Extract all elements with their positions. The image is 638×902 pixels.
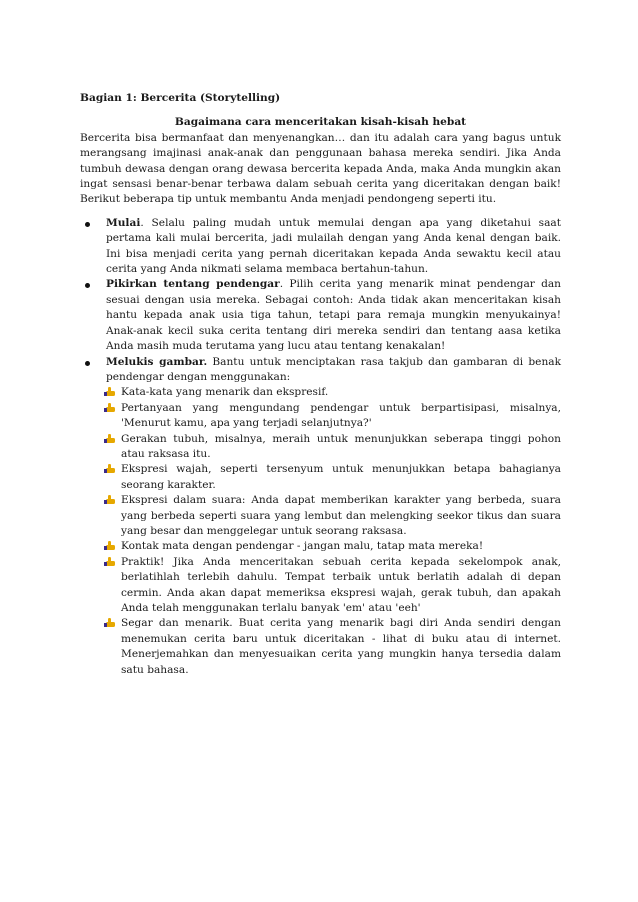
technique-list [106, 385, 561, 678]
tip-item-mulai [80, 216, 561, 278]
bullet-dot-icon [85, 283, 90, 288]
technique-item: Gerakan tubuh, misalnya, meraih untuk menunjukkan seberapa tinggi pohon atau raksasa itu. [106, 432, 561, 463]
technique-item: Kontak mata dengan pendengar - jangan malu, tatap mata mereka! [106, 539, 561, 554]
tip-title: Melukis gambar. [106, 355, 208, 368]
tip-text: Bantu untuk menciptakan rasa takjub dan gambaran di benak pendengar dengan menggunakan: [106, 355, 561, 383]
technique-item: Segar dan menarik. Buat cerita yang menarik bagi diri Anda sendiri dengan menemukan cerita baru untuk diceritakan - lihat di buku atau di internet. Menerjemahkan dan menyesuaikan cerita yang mungkin hanya tersedia dalam satu bahasa. [106, 616, 561, 678]
pointing-hand-icon [104, 464, 117, 475]
tip-item-melukis [80, 355, 561, 679]
intro-paragraph: Bercerita bisa bermanfaat dan menyenangkan… dan itu adalah cara yang bagus untuk merangsang imajinasi anak-anak dan penggunaan bahasa mereka sendiri. Jika Anda tumbuh dewasa dengan orang dewasa bercerita kepada Anda, maka Anda mungkin akan ingat sensasi benar-benar terbawa dalam sebuah cerita yang diceritakan dengan baik! Berikut beberapa tip untuk membantu Anda menjadi pendongeng seperti itu. [80, 131, 561, 206]
pointing-hand-icon [104, 387, 117, 398]
tips-list [80, 216, 561, 678]
pointing-hand-icon [104, 403, 117, 414]
tip-title: Mulai [106, 216, 141, 229]
technique-item: Ekspresi wajah, seperti tersenyum untuk menunjukkan betapa bahagianya seorang karakter. [106, 462, 561, 493]
article-subheading: Bagaimana cara menceritakan kisah-kisah hebat [174, 116, 467, 129]
pointing-hand-icon [104, 495, 117, 506]
technique-item: Pertanyaan yang mengundang pendengar untuk berpartisipasi, misalnya, 'Menurut kamu, apa yang terjadi selanjutnya?' [106, 401, 561, 432]
tip-text: . Pilih cerita yang menarik minat pendengar dan sesuai dengan usia mereka. Sebagai contoh: Anda tidak akan menceritakan kisah hantu kepada anak usia tiga tahun, tetapi para remaja mungkin menyukainya! Anak-anak kecil suka cerita tentang diri mereka sendiri dan tentang aasa ketika Anda masih muda terutama yang lucu atau tentang kenakalan! [106, 278, 561, 353]
pointing-hand-icon [104, 557, 117, 568]
bullet-dot-icon [85, 222, 90, 227]
tip-item-pendengar [80, 277, 561, 354]
tip-text: . Selalu paling mudah untuk memulai dengan apa yang diketahui saat pertama kali mulai bercerita, jadi mulailah dengan yang Anda kenal dengan baik. Ini bisa menjadi cerita yang pernah diceritakan kepada Anda sewaktu kecil atau cerita yang Anda nikmati selama membaca bertahun-tahun. [106, 216, 561, 276]
technique-item: Praktik! Jika Anda menceritakan sebuah cerita kepada sekelompok anak, berlatihlah terlebih dahulu. Tempat terbaik untuk berlatih adalah di depan cermin. Anda akan dapat memeriksa ekspresi wajah, gerak tubuh, dan apakah Anda telah menggunakan terlalu banyak 'em' atau 'eeh' [106, 555, 561, 617]
pointing-hand-icon [104, 434, 117, 445]
pointing-hand-icon [104, 541, 117, 552]
technique-item: Ekspresi dalam suara: Anda dapat memberikan karakter yang berbeda, suara yang berbeda seperti suara yang lembut dan melengking seekor tikus dan suara yang besar dan menggelegar untuk seorang raksasa. [106, 493, 561, 539]
pointing-hand-icon [104, 618, 117, 629]
tip-title: Pikirkan tentang pendengar [106, 278, 280, 291]
bullet-dot-icon [85, 361, 90, 366]
section-heading: Bagian 1: Bercerita (Storytelling) [80, 92, 281, 104]
document-page [80, 91, 561, 678]
technique-item: Kata-kata yang menarik dan ekspresif. [106, 385, 561, 400]
